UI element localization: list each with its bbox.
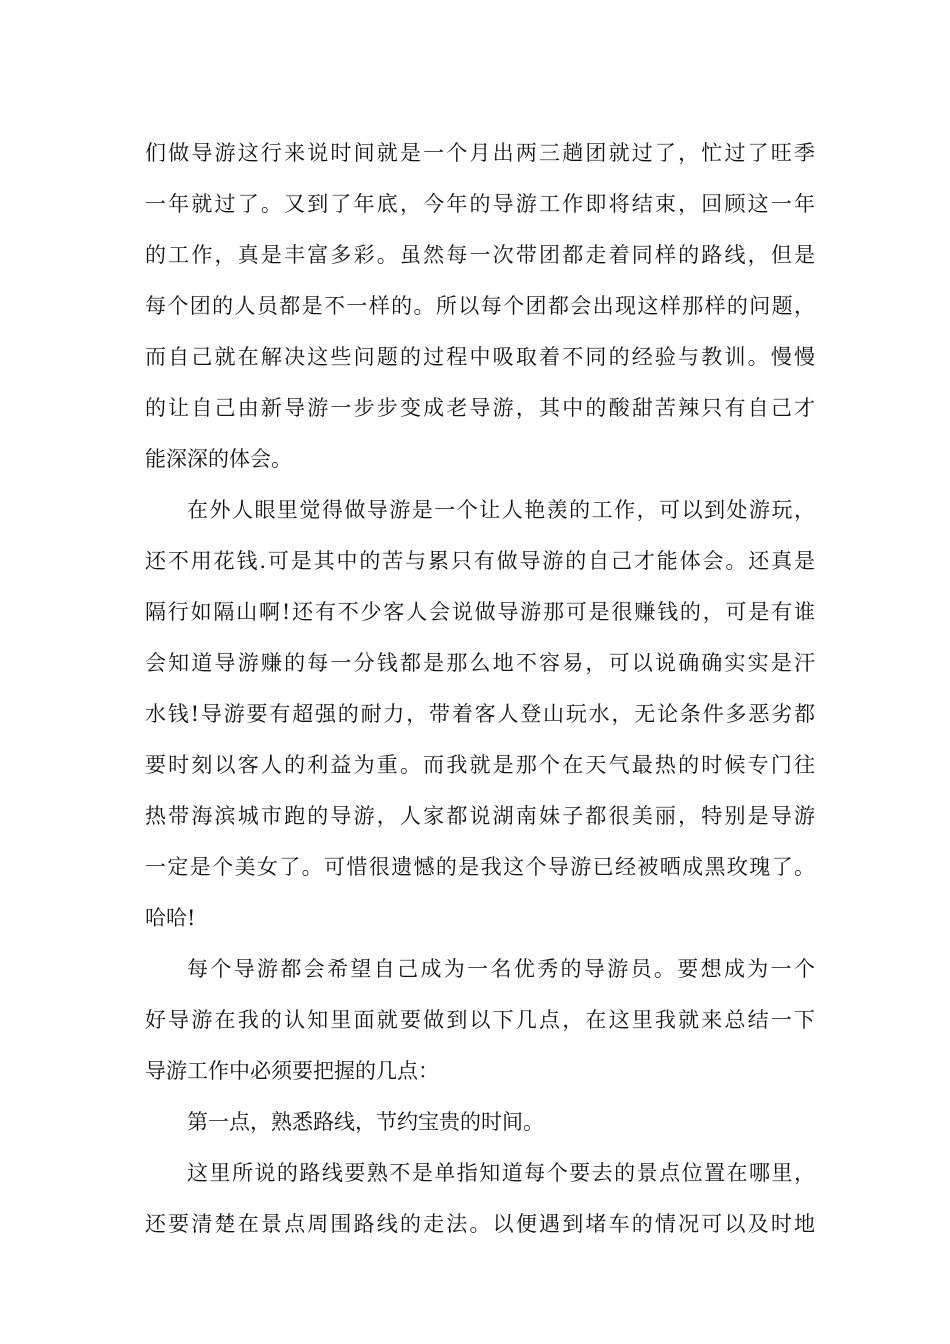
text-line: 第一点，熟悉路线，节约宝贵的时间。	[187, 1110, 544, 1134]
text-line: 水钱!导游要有超强的耐力，带着客人登山玩水，无论条件多恶劣都	[145, 702, 815, 726]
text-line: 每个团的人员都是不一样的。所以每个团都会出现这样那样的问题，	[145, 294, 815, 318]
text-line: 哈哈!	[145, 906, 196, 930]
text-line: 要时刻以客人的利益为重。而我就是那个在天气最热的时候专门往	[145, 753, 815, 777]
text-line: 还不用花钱.可是其中的苦与累只有做导游的自己才能体会。还真是	[145, 549, 815, 573]
paragraph-4	[145, 1097, 815, 1148]
text-line: 一年就过了。又到了年底，今年的导游工作即将结束，回顾这一年	[145, 192, 815, 216]
text-line: 隔行如隔山啊!还有不少客人会说做导游那可是很赚钱的，可是有谁	[145, 600, 815, 624]
text-line: 还要清楚在景点周围路线的走法。以便遇到堵车的情况可以及时地	[145, 1212, 815, 1236]
text-line: 的工作，真是丰富多彩。虽然每一次带团都走着同样的路线，但是	[145, 243, 815, 267]
text-line: 导游工作中必须要把握的几点：	[145, 1059, 439, 1083]
paragraph-2	[145, 485, 815, 944]
paragraph-5	[145, 1148, 815, 1250]
document-page	[145, 128, 815, 1250]
text-line: 每个导游都会希望自己成为一名优秀的导游员。要想成为一个	[187, 957, 815, 981]
text-line: 好导游在我的认知里面就要做到以下几点，在这里我就来总结一下	[145, 1008, 815, 1032]
text-line: 们做导游这行来说时间就是一个月出两三趟团就过了，忙过了旺季	[145, 141, 815, 165]
text-line: 在外人眼里觉得做导游是一个让人艳羡的工作，可以到处游玩，	[187, 498, 815, 522]
paragraph-3	[145, 944, 815, 1097]
text-line: 这里所说的路线要熟不是单指知道每个要去的景点位置在哪里，	[187, 1161, 815, 1185]
text-line: 的让自己由新导游一步步变成老导游，其中的酸甜苦辣只有自己才	[145, 396, 815, 420]
text-line: 而自己就在解决这些问题的过程中吸取着不同的经验与教训。慢慢	[145, 345, 815, 369]
text-line: 会知道导游赚的每一分钱都是那么地不容易，可以说确确实实是汗	[145, 651, 815, 675]
text-line: 一定是个美女了。可惜很遗憾的是我这个导游已经被晒成黑玫瑰了。	[145, 855, 815, 879]
text-line: 热带海滨城市跑的导游，人家都说湖南妹子都很美丽，特别是导游	[145, 804, 815, 828]
text-line: 能深深的体会。	[145, 447, 292, 471]
paragraph-1	[145, 128, 815, 485]
